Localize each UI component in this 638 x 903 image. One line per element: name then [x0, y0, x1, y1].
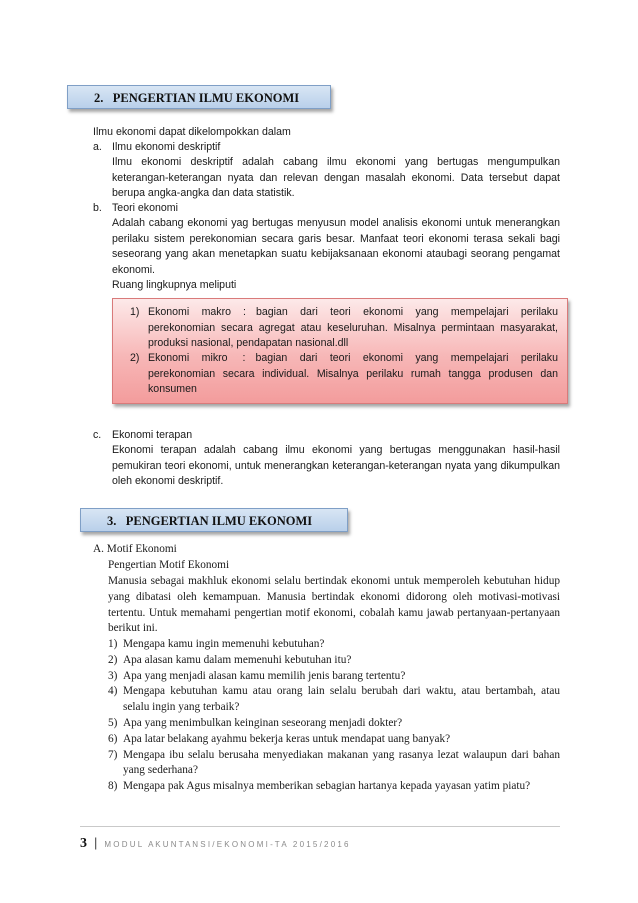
- section-2-intro: Ilmu ekonomi dapat dikelompokkan dalam: [93, 126, 291, 138]
- box-item-text: bagian dari teori ekonomi yang mempelajari perilaku perekonomian secara agregat atau keseluruhan. Misalnya permintaan masyarakat, produksi nasional, pendapatan nasional.dll: [148, 306, 559, 349]
- item-b-title: Teori ekonomi: [112, 202, 178, 214]
- question-num: 3): [108, 669, 118, 682]
- section-3-heading-text: 3. PENGERTIAN ILMU EKONOMI: [107, 514, 313, 528]
- section-2-heading: [67, 85, 331, 109]
- item-a-text: Ilmu ekonomi deskriptif adalah cabang ilmu ekonomi yang bertugas mengumpulkan keterangan-keterangan nyata dan relevan dengan masalah ekonomi. Data tersebut dapat berupa angka-angka dan data statistik.: [112, 156, 560, 199]
- question-text: Mengapa kamu ingin memenuhi kebutuhan?: [123, 638, 325, 650]
- section-3-heading: [80, 508, 348, 532]
- box-item-num: 1): [130, 306, 140, 318]
- list-item: [108, 653, 560, 669]
- footer-separator: |: [94, 835, 98, 850]
- question-num: 2): [108, 653, 118, 666]
- list-item: [108, 716, 560, 732]
- question-text: Mengapa ibu selalu berusaha menyediakan makanan yang rasanya lezat walaupun dari bahan yang sederhana?: [123, 748, 560, 777]
- box-item-sep: :: [242, 352, 246, 364]
- question-text: Apa yang menjadi alasan kamu memilih jenis barang tertentu?: [123, 669, 406, 682]
- question-num: 8): [108, 780, 118, 793]
- item-c-title: Ekonomi terapan: [112, 429, 193, 441]
- question-num: 6): [108, 732, 118, 745]
- question-text: Apa latar belakang ayahmu bekerja keras untuk mendapat uang banyak?: [123, 732, 451, 745]
- item-a-title: Ilmu ekonomi deskriptif: [112, 141, 221, 153]
- footer: [80, 834, 349, 852]
- section-3-title: A. Motif Ekonomi: [93, 543, 177, 555]
- section-3-subtitle: Pengertian Motif Ekonomi: [108, 559, 230, 571]
- section-3-paragraph: Manusia sebagai makhluk ekonomi selalu bertindak ekonomi untuk memperoleh kebutuhan hidup yang dibatasi oleh kemampuan. Manusia bertindak ekonomi didorong oleh motivasi-motivasi tertentu. Untuk memahami pengertian motif ekonomi, cobalah kamu jawab pertanyaan-pertanyaan berikut ini.: [108, 575, 560, 635]
- question-num: 1): [108, 638, 118, 650]
- item-b-label: b.: [93, 202, 102, 214]
- footer-divider: [80, 826, 560, 827]
- question-text: Mengapa pak Agus misalnya memberikan sebagian hartanya kepada yayasan yatim piatu?: [123, 780, 531, 793]
- item-b-scope: Ruang lingkupnya meliputi: [112, 279, 237, 291]
- item-a-label: a.: [93, 141, 102, 153]
- item-c-label: c.: [93, 429, 102, 441]
- list-item: [108, 779, 560, 795]
- box-item-num: 2): [130, 352, 140, 364]
- page-number: 3: [80, 836, 87, 851]
- question-num: 4): [108, 685, 118, 698]
- section-2-heading-text: 2. PENGERTIAN ILMU EKONOMI: [94, 91, 300, 105]
- list-item: [108, 684, 560, 716]
- box-item-2: [130, 351, 558, 398]
- box-item-1: [130, 305, 558, 352]
- question-text: Apa yang menimbulkan keinginan seseorang menjadi dokter?: [123, 716, 403, 729]
- box-item-sep: :: [243, 306, 246, 318]
- question-text: Apa alasan kamu dalam memenuhi kebutuhan itu?: [123, 653, 352, 666]
- footer-module-title: M O D U L A K U N T A N S I / E K O N O M I - T A 2 0 1 5 / 2 0 1 6: [104, 840, 349, 849]
- question-num: 5): [108, 716, 118, 729]
- list-item: [108, 732, 560, 748]
- list-item: [108, 669, 560, 685]
- box-item-term: Ekonomi makro: [148, 306, 232, 318]
- question-text: Mengapa kebutuhan kamu atau orang lain selalu berubah dari waktu, atau bertambah, atau selalu ingin yang terbaik?: [123, 685, 560, 714]
- box-item-text: bagian dari teori ekonomi yang mempelajari perilaku perekonomian secara individual. Misalnya perilaku rumah tangga produsen dan konsumen: [148, 352, 558, 395]
- item-b-text: Adalah cabang ekonomi yag bertugas menyusun model analisis ekonomi untuk menerangkan perilaku sistem perekonomian secara garis besar. Manfaat teori ekonomi terasa sekali bagi seseorang yang akan menetapkan suatu kebijaksanaan ekonomi ataubagi seorang pengamat ekonomi.: [112, 217, 560, 276]
- question-num: 7): [108, 748, 118, 761]
- box-item-term: Ekonomi mikro: [148, 352, 228, 364]
- list-item: [108, 637, 560, 653]
- list-item: [108, 748, 560, 780]
- questions-list: [108, 637, 560, 795]
- item-c-text: Ekonomi terapan adalah cabang ilmu ekonomi yang bertugas menggunakan hasil-hasil pemukiran teori ekonomi, untuk menerangkan keterangan-keterangan nyata yang dikumpulkan oleh ekonomi deskriptif.: [112, 444, 560, 487]
